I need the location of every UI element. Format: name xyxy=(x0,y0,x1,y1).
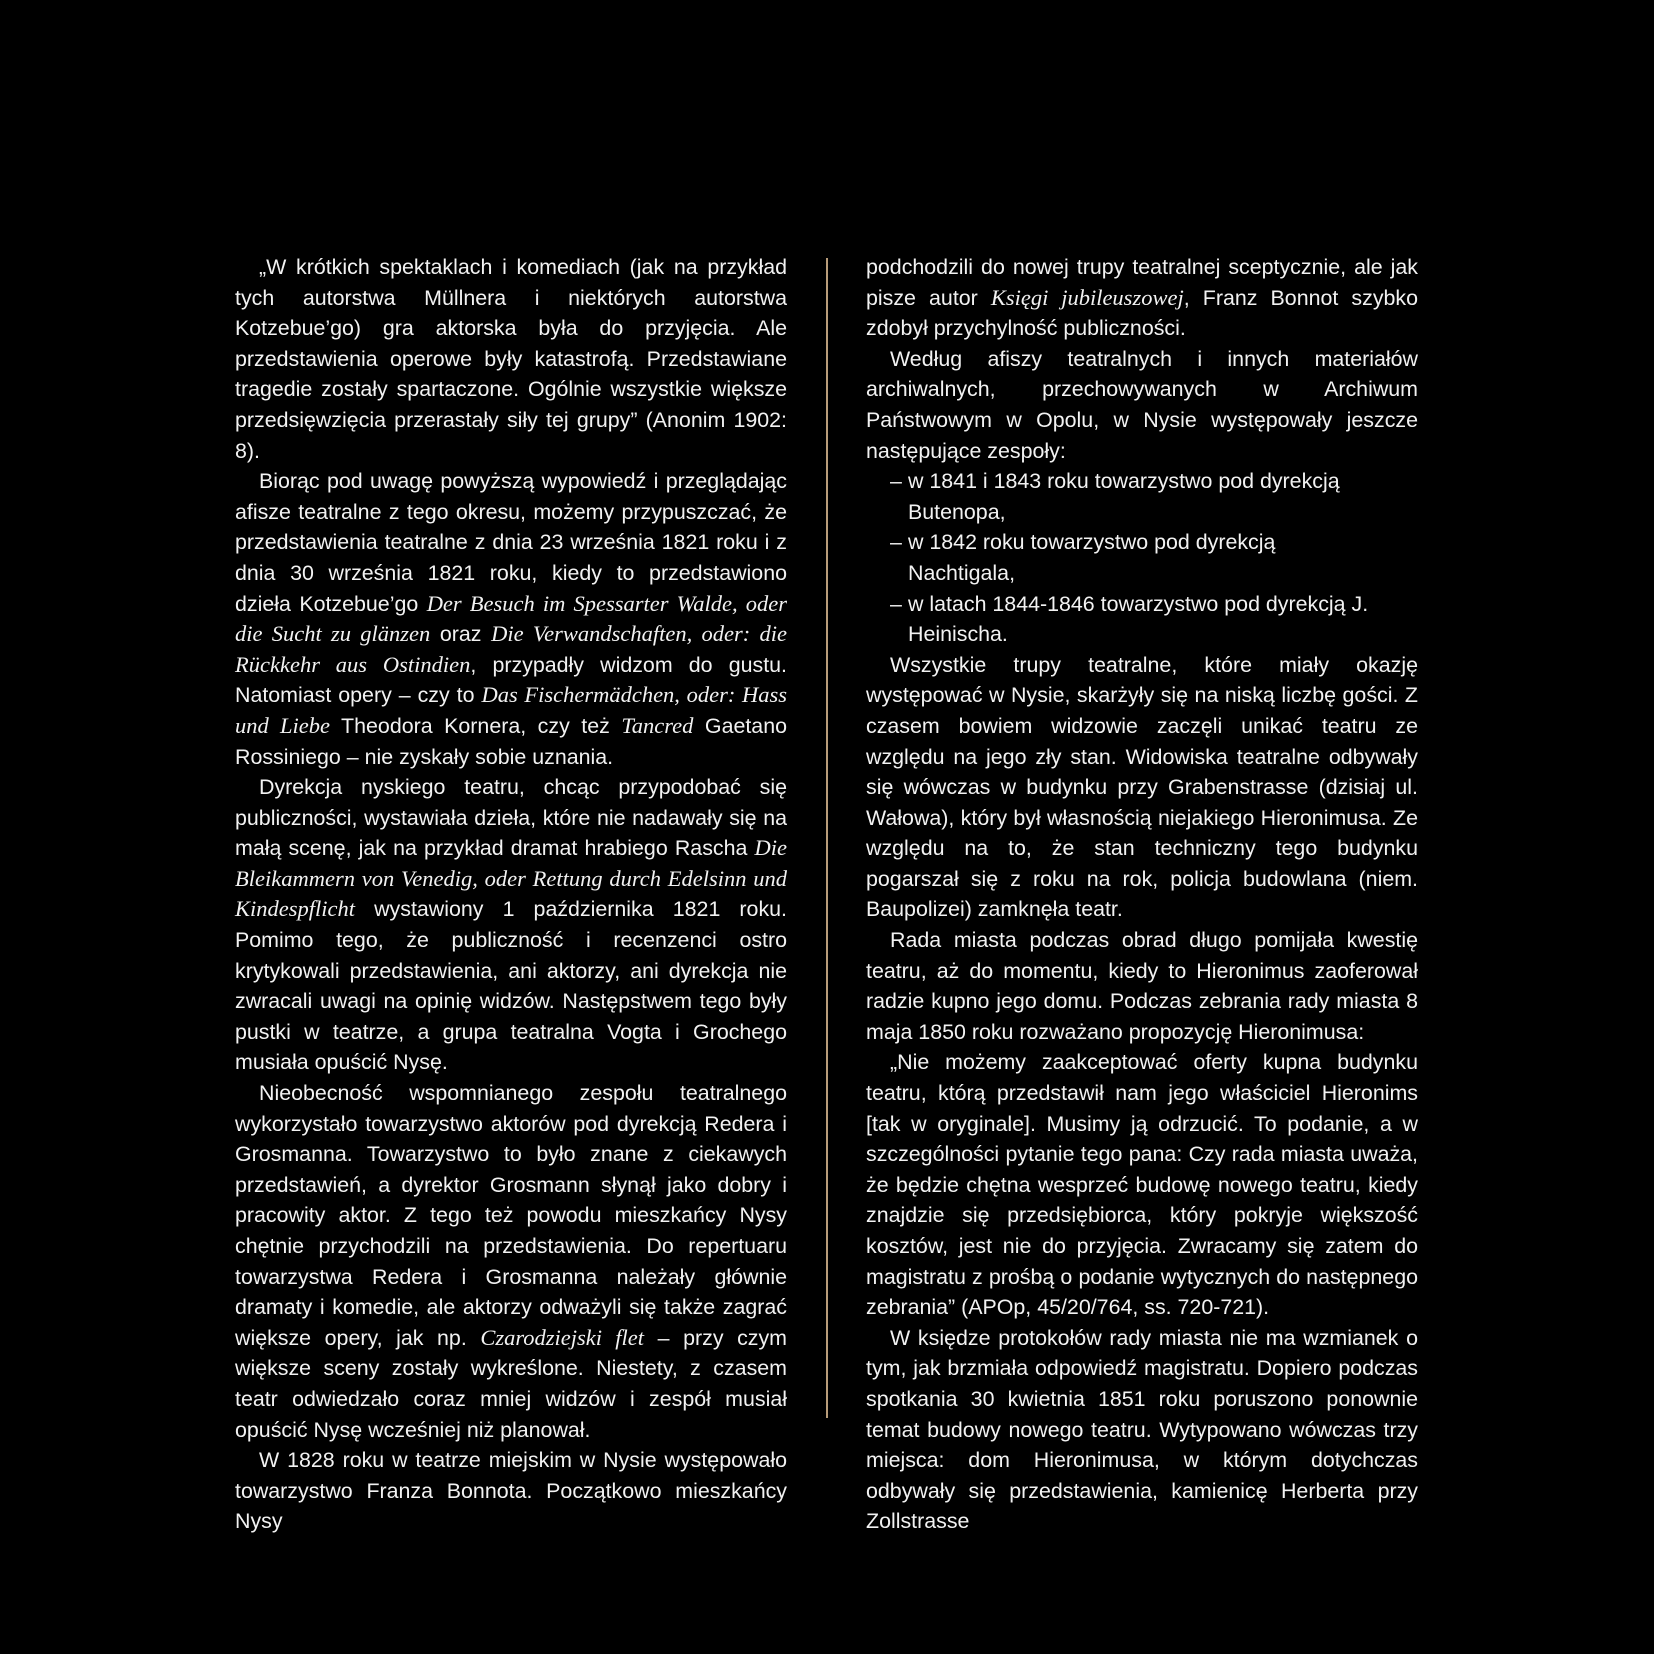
list-item: – w 1842 roku towarzystwo pod dyrekcją Nachtigala, xyxy=(866,527,1378,588)
book-title: Księgi jubileuszowej xyxy=(990,284,1184,310)
text-run: oraz xyxy=(430,622,492,647)
text-run: Gaetano Rossiniego – nie zyskały sobie uznania. xyxy=(235,713,787,769)
troupe-list xyxy=(866,466,1418,650)
left-text-column xyxy=(235,252,787,1537)
text-run: Theodora Kornera, czy też xyxy=(329,713,622,738)
text-run: , Franz Bonnot szybko zdobył przychylność publiczności. xyxy=(866,285,1419,341)
opera-title: Tancred xyxy=(621,712,694,738)
text-run: Dyrekcja nyskiego teatru, chcąc przypodobać się publiczności, wystawiała dzieła, które nie nadawały się na małą scenę, jak na przykład dramat hrabiego Rascha xyxy=(235,775,787,861)
paragraph-quote-council: „Nie możemy zaakceptować oferty kupna budynku teatru, którą przedstawił nam jego właściciel Hieronims [tak w oryginale]. Musimy ją odrzucić. To podanie, a w szczególności pytanie tego pana: Czy rada miasta uważa, że będzie chętna wesprzeć budowę nowego teatru, kiedy znajdzie się przedsiębiorca, który pokryje większość kosztów, jest nie do przyjęcia. Zwracamy się zatem do magistratu z prośbą o podanie wytycznych do następnego zebrania” (APOp, 45/20/764, ss. 720-721). xyxy=(866,1050,1418,1320)
text-run: wystawiony 1 października 1821 roku. Pomimo tego, że publiczność i recenzenci ostro krytykowali przedstawienia, ani aktorzy, ani dyrekcja nie zwracali uwagi na opinię widzów. Następstwem tego były pustki w teatrze, a grupa teatralna Vogta i Grochego musiała opuścić Nysę. xyxy=(235,897,787,1075)
text-run: – przy czym większe sceny zostały wykreślone. Niestety, z czasem teatr odwiedzało coraz mniej widzów i zespół musiał opuścić Nysę wcześniej niż planował. xyxy=(235,1325,788,1442)
play-title: Der Besuch im Spessarter Walde, oder die Sucht zu glänzen xyxy=(235,590,787,647)
text-run: podchodzili do nowej trupy teatralnej sceptycznie, ale jak pisze autor xyxy=(866,255,1418,310)
right-text-column xyxy=(866,252,1418,1537)
paragraph-bonnot: W 1828 roku w teatrze miejskim w Nysie występowało towarzystwo Franza Bonnota. Początkowo mieszkańcy Nysy xyxy=(235,1448,787,1534)
paragraph-direction xyxy=(235,772,787,1078)
play-title: Die Verwandschaften, oder: die Rückkehr aus Ostindien xyxy=(235,621,787,677)
paragraph-continuation xyxy=(866,252,1418,344)
text-run: Biorąc pod uwagę powyższą wypowiedź i przeglądając afisze teatralne z tego okresu, możemy przypuszczać, że przedstawienia teatralne z dnia 23 września 1821 roku i z dnia 30 września 1821 roku, kiedy to przedstawiono dzieła Kotzebue’go xyxy=(235,469,787,616)
text-run: Nieobecność wspomnianego zespołu teatralnego wykorzystało towarzystwo aktorów pod dyrekcją Redera i Grosmanna. Towarzystwo to było znane z ciekawych przedstawień, a dyrektor Grosmann słynął jako dobry i pracowity aktor. Z tego też powodu mieszkańcy Nysy chętnie przychodzili na przedstawienia. Do repertuaru towarzystwa Redera i Grosmanna należały głównie dramaty i komedie, ale aktorzy odważyli się także zagrać większe opery, jak np. xyxy=(235,1081,787,1350)
opera-title: Das Fischermädchen, oder: Hass und Liebe xyxy=(235,682,787,738)
paragraph-protocols: W księdze protokołów rady miasta nie ma wzmianek o tym, jak brzmiała odpowiedź magistratu. Dopiero podczas spotkania 30 kwietnia 1851 roku poruszono ponownie temat budowy nowego teatru. Wytypowano wówczas trzy miejsca: dom Hieronimusa, w którym dotychczas odbywały się przedstawienia, kamienicę Herberta przy Zollstrasse xyxy=(866,1325,1418,1534)
paragraph-quote-anonim: „W krótkich spektaklach i komediach (jak na przykład tych autorstwa Müllnera i niektórych autorstwa Kotzebue’go) gra aktorska była do przyjęcia. Ale przedstawienia operowe były katastrofą. Przedstawiane tragedie zostały spartaczone. Ogólnie wszystkie większe przedsięwzięcia przerastały siły tej grupy” (Anonim 1902: 8). xyxy=(235,255,787,463)
list-item: – w latach 1844-1846 towarzystwo pod dyrekcją J. Heinischa. xyxy=(866,589,1378,650)
paragraph-complaints: Wszystkie trupy teatralne, które miały okazję występować w Nysie, skarżyły się na niską liczbę gości. Z czasem bowiem widzowie zaczęli unikać teatru ze względu na jego zły stan. Widowiska teatralne odbywały się wówczas w budynku przy Grabenstrasse (dzisiaj ul. Wałowa), który był własnością niejakiego Hieronimusa. Ze względu na to, że stan techniczny tego budynku pogarszał się z roku na rok, policja budowlana (niem. Baupolizei) zamknęła teatr. xyxy=(866,652,1418,922)
paragraph-reder-grosmann xyxy=(235,1078,787,1445)
paragraph-playbills xyxy=(235,466,787,772)
opera-title: Czarodziejski flet xyxy=(480,1324,645,1350)
paragraph-archive: Według afiszy teatralnych i innych materiałów archiwalnych, przechowywanych w Archiwum Państwowym w Opolu, w Nysie występowały jeszcze następujące zespoły: xyxy=(866,346,1418,463)
column-divider xyxy=(826,258,828,1418)
play-title: Die Bleikammern von Venedig, oder Rettung durch Edelsinn und Kindespflicht xyxy=(235,835,787,922)
list-item: – w 1841 i 1843 roku towarzystwo pod dyrekcją Butenopa, xyxy=(866,466,1378,527)
text-run: , przypadły widzom do gustu. Natomiast opery – czy to xyxy=(235,652,787,708)
paragraph-council: Rada miasta podczas obrad długo pomijała kwestię teatru, aż do momentu, kiedy to Hieronimus zaoferował radzie kupno jego domu. Podczas zebrania rady miasta 8 maja 1850 roku rozważano propozycję Hieronimusa: xyxy=(866,928,1418,1044)
